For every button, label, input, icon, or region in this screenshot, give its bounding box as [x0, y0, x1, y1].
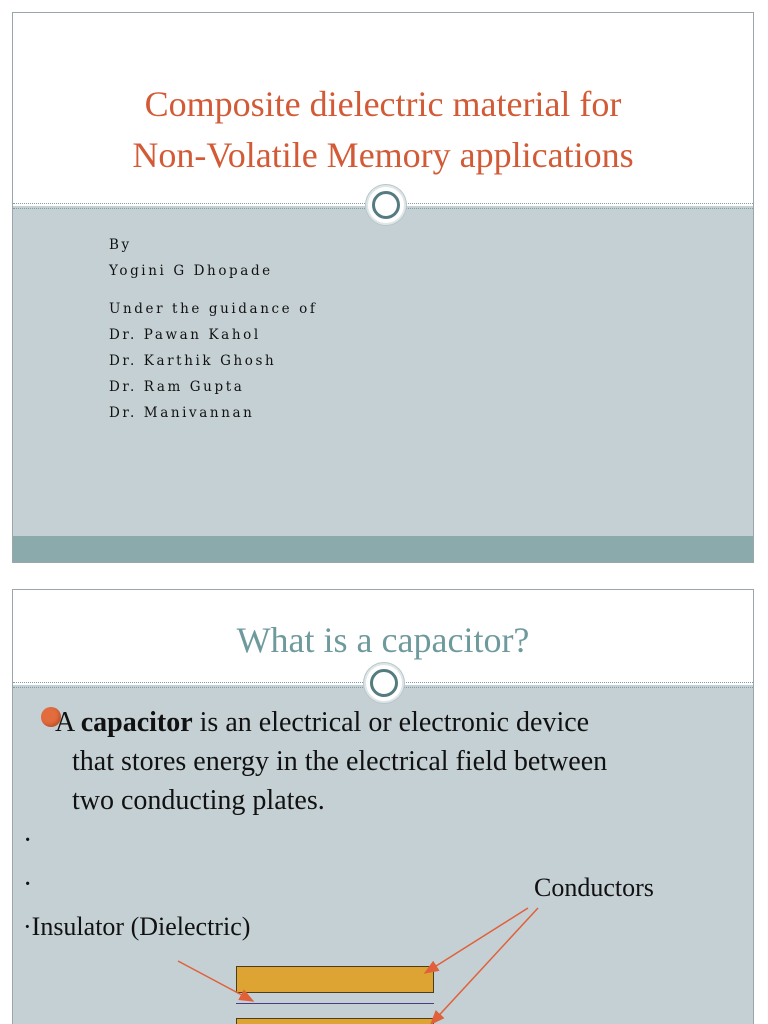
bullet-line-3: two conducting plates.: [72, 785, 325, 816]
arrow-icon: [431, 908, 538, 1024]
footer-band: [13, 536, 753, 562]
bullet-line-1: is an electrical or electronic device: [192, 707, 590, 738]
advisor-name: Dr. Pawan Kahol: [109, 327, 261, 343]
title-line-1: Composite dielectric material for: [144, 84, 622, 124]
content-slide: [12, 589, 754, 1024]
arrow-icon: [178, 961, 253, 1001]
bullet-line-2: that stores energy in the electrical field between: [72, 746, 608, 777]
advisor-name: Dr. Manivannan: [109, 405, 255, 421]
advisor-name: Dr. Ram Gupta: [109, 379, 245, 395]
dot-marker: ·: [23, 869, 33, 900]
bold-term: capacitor: [80, 707, 193, 738]
slide-title: What is a capacitor?: [236, 620, 530, 660]
title-area: [13, 13, 753, 206]
author-name: Yogini G Dhopade: [109, 263, 273, 279]
title-line-2: Non-Volatile Memory applications: [132, 135, 634, 175]
insulator-label: ·Insulator (Dielectric): [23, 912, 251, 941]
bullet-prefix: A: [55, 707, 81, 738]
title-slide: [12, 12, 754, 563]
guidance-label: Under the guidance of: [109, 301, 318, 317]
arrow-icon: [425, 908, 528, 973]
dot-marker: ·: [23, 825, 33, 856]
by-label: By: [109, 237, 132, 253]
diagram-arrows: [13, 590, 754, 1024]
ring-ornament-icon: [368, 187, 404, 223]
conductors-label: Conductors: [534, 873, 654, 902]
credits-block: [109, 232, 317, 426]
advisor-name: Dr. Karthik Ghosh: [109, 353, 277, 369]
slide-title: [13, 79, 753, 181]
